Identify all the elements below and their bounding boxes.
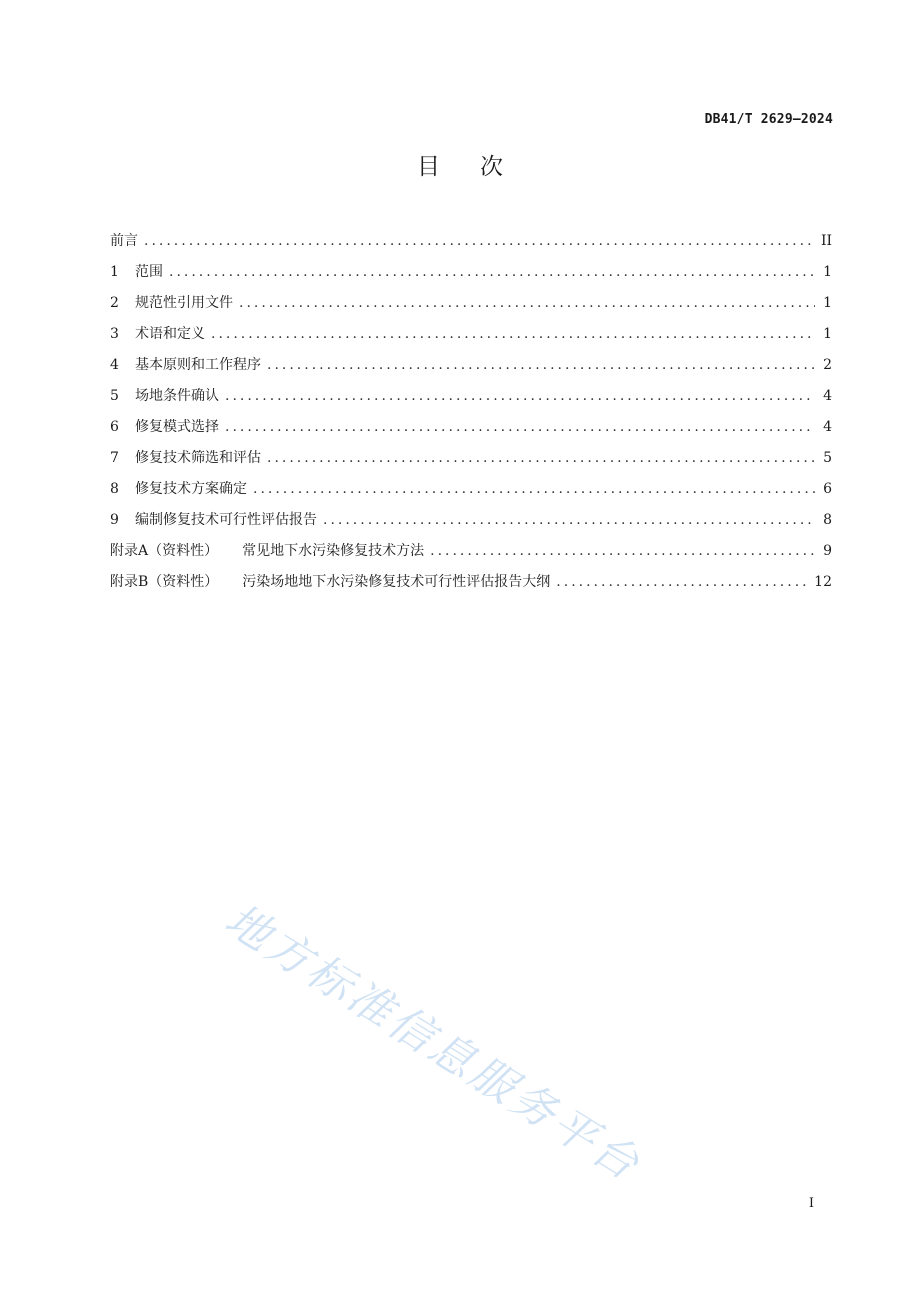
- toc-entry-page: 8: [823, 512, 832, 528]
- toc-entry-8[interactable]: [110, 478, 832, 509]
- toc-entry-label: 修复模式选择: [135, 419, 219, 435]
- toc-entry-number: 8: [110, 481, 119, 497]
- toc-entry-number: 2: [110, 295, 119, 311]
- toc-entry-foreword[interactable]: [110, 230, 832, 261]
- toc-leader-dots: [267, 450, 815, 466]
- toc-leader-dots: [239, 295, 815, 311]
- toc-entry-number: 7: [110, 450, 119, 466]
- toc-entry-number: 5: [110, 388, 119, 404]
- toc-entry-number: 4: [110, 357, 119, 373]
- toc-entry-label: 污染场地地下水污染修复技术可行性评估报告大纲: [242, 574, 551, 590]
- toc-entry-number: 3: [110, 326, 119, 342]
- toc-entry-page: 1: [823, 295, 832, 311]
- toc-entry-page: 12: [814, 574, 832, 590]
- toc-entry-6[interactable]: [110, 416, 832, 447]
- toc-entry-number: 6: [110, 419, 119, 435]
- toc-entry-5[interactable]: [110, 385, 832, 416]
- toc-leader-dots: [267, 357, 815, 373]
- page-title-char-2: 次: [480, 154, 503, 180]
- toc-leader-dots: [169, 264, 815, 280]
- toc-entry-number: 1: [110, 264, 119, 280]
- toc-leader-dots: [430, 543, 815, 559]
- standard-code: DB41/T 2629—2024: [704, 112, 833, 127]
- toc-entry-3[interactable]: [110, 323, 832, 354]
- page-title-char-1: 目: [417, 154, 440, 180]
- toc-entry-label: 术语和定义: [135, 326, 205, 342]
- toc-entry-appendix-a[interactable]: [110, 540, 832, 571]
- toc-leader-dots: [556, 574, 806, 590]
- toc-entry-label: 修复技术方案确定: [135, 481, 247, 497]
- toc-entry-number: 9: [110, 512, 119, 528]
- toc-entry-7[interactable]: [110, 447, 832, 478]
- toc-entry-appendix-b[interactable]: [110, 571, 832, 602]
- toc-entry-label: 前言: [110, 233, 138, 249]
- toc-entry-9[interactable]: [110, 509, 832, 540]
- toc-entry-page: 1: [823, 326, 832, 342]
- toc-entry-label: 修复技术筛选和评估: [135, 450, 261, 466]
- toc-leader-dots: [144, 233, 813, 249]
- toc-entry-4[interactable]: [110, 354, 832, 385]
- toc-entry-label: 常见地下水污染修复技术方法: [242, 543, 425, 559]
- toc-entry-appendix-tag: 附录A（资料性）: [110, 543, 219, 559]
- toc-entry-page: 6: [823, 481, 832, 497]
- toc-entry-label: 场地条件确认: [135, 388, 219, 404]
- toc-entry-appendix-tag: 附录B（资料性）: [110, 574, 219, 590]
- toc-entry-page: 2: [823, 357, 832, 373]
- toc-leader-dots: [211, 326, 815, 342]
- toc-leader-dots: [323, 512, 815, 528]
- toc-leader-dots: [225, 388, 815, 404]
- toc-entry-label: 规范性引用文件: [135, 295, 233, 311]
- toc-entry-2[interactable]: [110, 292, 832, 323]
- toc-leader-dots: [253, 481, 815, 497]
- table-of-contents: [110, 230, 832, 602]
- toc-entry-page: II: [820, 233, 832, 249]
- toc-entry-page: 4: [823, 419, 832, 435]
- page-number: I: [808, 1196, 814, 1211]
- toc-entry-page: 1: [823, 264, 832, 280]
- toc-entry-label: 范围: [135, 264, 163, 280]
- toc-entry-label: 编制修复技术可行性评估报告: [135, 512, 317, 528]
- toc-entry-page: 4: [823, 388, 832, 404]
- toc-entry-1[interactable]: [110, 261, 832, 292]
- toc-leader-dots: [225, 419, 815, 435]
- page-title: [0, 148, 920, 181]
- toc-entry-label: 基本原则和工作程序: [135, 357, 261, 373]
- toc-entry-page: 5: [823, 450, 832, 466]
- toc-entry-page: 9: [823, 543, 832, 559]
- watermark: 地方标准信息服务平台: [216, 894, 651, 1192]
